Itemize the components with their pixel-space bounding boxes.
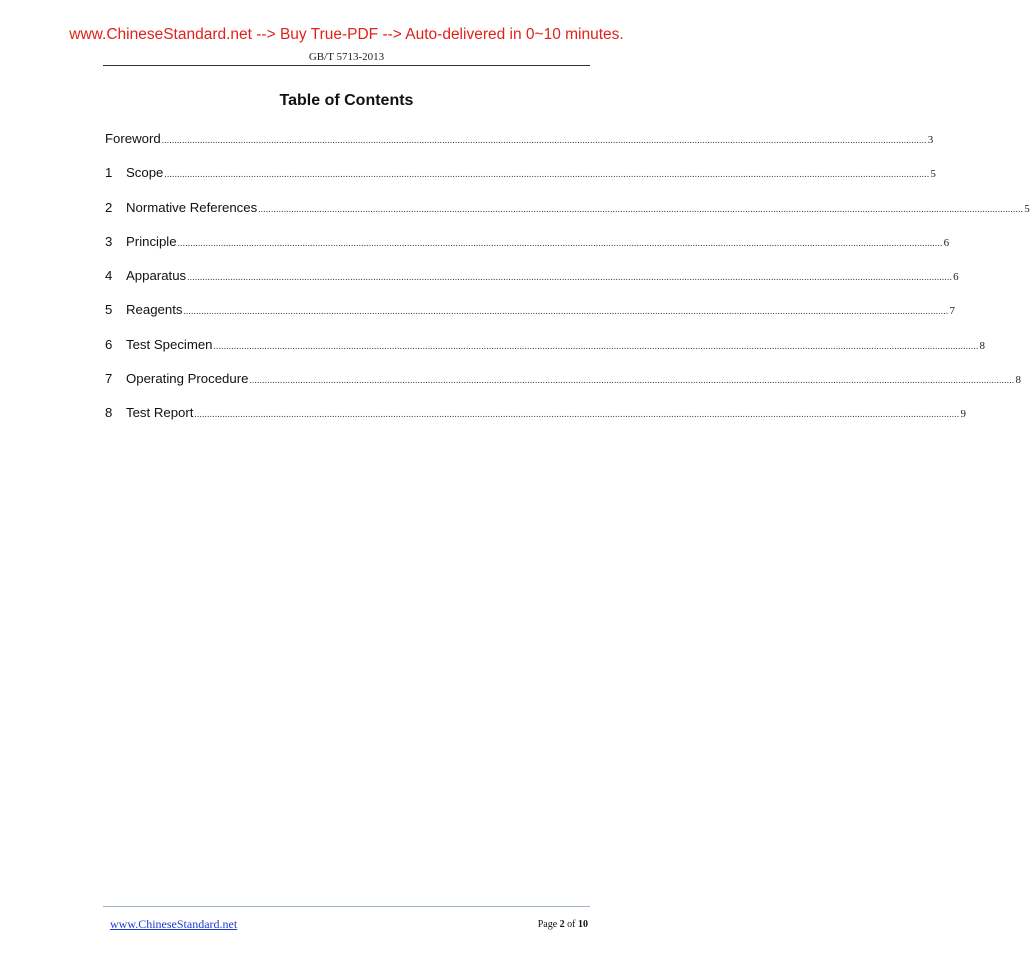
toc-entry-page: 6 (953, 271, 959, 284)
toc-leader-dots: ............................................................................................................................................................................................................................................................................................................ (194, 409, 960, 420)
toc-leader-dots: ............................................................................................................................................................................................................................................................................................................ (161, 135, 927, 145)
toc-entry-apparatus[interactable] (105, 268, 959, 302)
toc-leader-dots: ............................................................................................................................................................................................................................................................................................................ (183, 306, 949, 317)
toc-entry-page: 9 (960, 408, 966, 421)
standard-code: GB/T 5713-2013 (308, 51, 385, 63)
toc-entry-normative-references[interactable] (105, 199, 1030, 234)
page-of: of (567, 919, 576, 930)
toc-heading: Table of Contents (279, 92, 414, 109)
toc-entry-title: Normative References (126, 199, 258, 215)
toc-entry-number: 6 (105, 336, 113, 352)
toc-entry-title: Principle (126, 233, 177, 249)
toc-entry-number: 8 (105, 405, 113, 421)
toc-entry-title: Apparatus (126, 268, 187, 284)
toc-list (105, 131, 1030, 440)
toc-entry-page: 5 (1024, 202, 1030, 215)
toc-leader-dots: ............................................................................................................................................................................................................................................................................................................ (187, 272, 953, 283)
page-indicator (538, 919, 588, 930)
toc-entry-title: Test Report (126, 405, 194, 421)
toc-entry-number: 5 (105, 302, 113, 318)
toc-entry-title: Test Specimen (126, 336, 213, 352)
toc-leader-dots: ............................................................................................................................................................................................................................................................................................................ (164, 169, 930, 180)
toc-entry-number: 2 (105, 199, 113, 215)
toc-entry-page: 7 (949, 305, 955, 318)
toc-entry-foreword[interactable] (105, 131, 934, 165)
toc-entry-number: 7 (105, 371, 113, 387)
toc-leader-dots: ............................................................................................................................................................................................................................................................................................................ (249, 375, 1015, 386)
page-prefix: Page (537, 919, 558, 930)
promo-banner-link[interactable]: www.ChineseStandard.net --> Buy True-PDF --> Auto-delivered in 0~10 minutes. (69, 26, 624, 43)
toc-entry-principle[interactable] (105, 233, 950, 268)
toc-entry-scope[interactable] (105, 165, 936, 199)
toc-entry-title: Operating Procedure (126, 371, 249, 387)
toc-entry-number: 4 (105, 268, 113, 284)
toc-entry-number: 1 (105, 165, 113, 181)
toc-entry-page: 3 (927, 134, 934, 146)
header-divider (103, 65, 590, 66)
toc-leader-dots: ............................................................................................................................................................................................................................................................................................................ (258, 203, 1024, 214)
toc-entry-page: 8 (1015, 374, 1021, 387)
toc-entry-number: 3 (105, 233, 113, 249)
toc-entry-title: Foreword (105, 131, 161, 146)
page-current: 2 (559, 919, 565, 930)
toc-entry-page: 5 (930, 168, 936, 181)
toc-entry-operating-procedure[interactable] (105, 371, 1021, 405)
toc-entry-test-report[interactable] (105, 405, 966, 439)
toc-leader-dots: ............................................................................................................................................................................................................................................................................................................ (213, 340, 979, 351)
footer-website-link[interactable]: www.ChineseStandard.net (110, 917, 238, 931)
toc-leader-dots: ............................................................................................................................................................................................................................................................................................................ (177, 237, 943, 248)
toc-entry-title: Reagents (126, 302, 183, 318)
toc-entry-title: Scope (126, 165, 164, 181)
toc-entry-page: 8 (979, 339, 985, 352)
toc-entry-test-specimen[interactable] (105, 336, 985, 371)
toc-entry-page: 6 (943, 236, 950, 249)
toc-entry-reagents[interactable] (105, 302, 955, 336)
page-total: 10 (578, 919, 588, 930)
footer-divider (103, 906, 590, 907)
